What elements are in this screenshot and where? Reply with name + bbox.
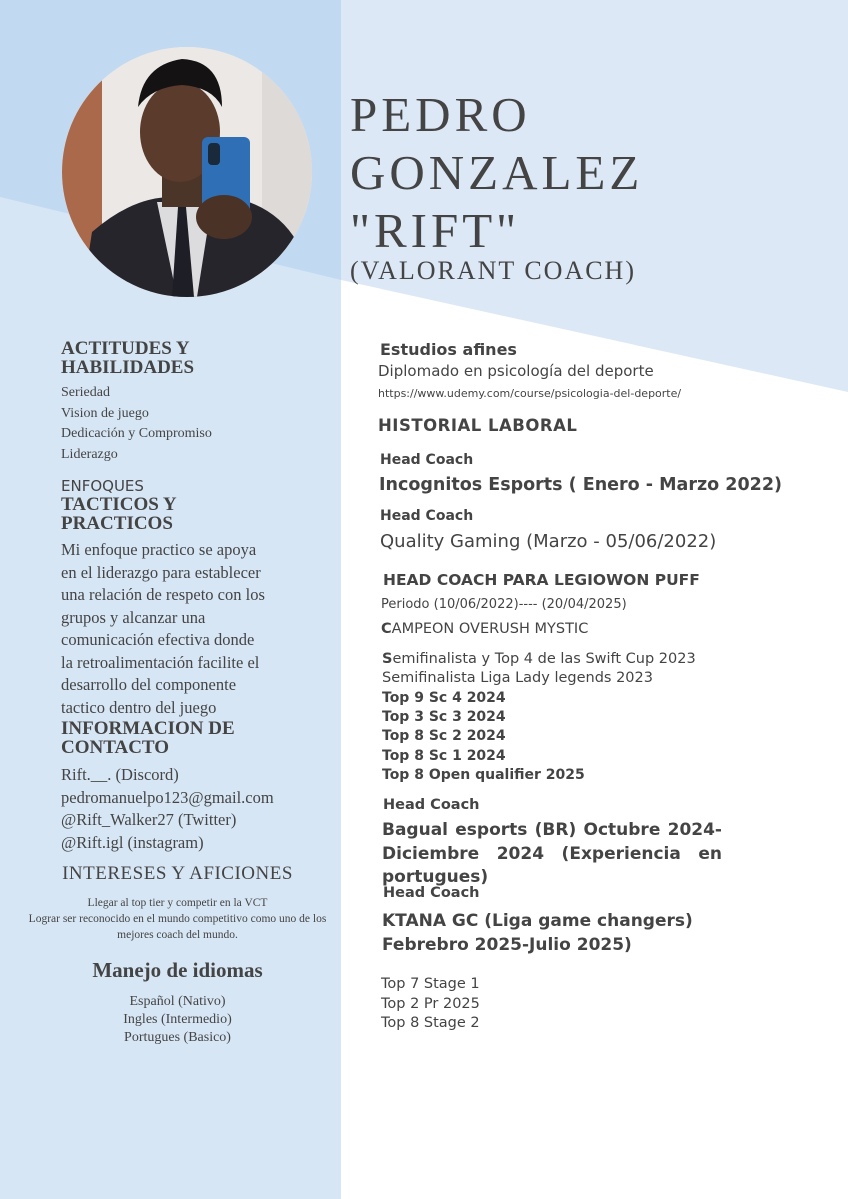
job-role: Head Coach xyxy=(383,885,480,901)
contact-twitter: @Rift_Walker27 (Twitter) xyxy=(61,810,237,829)
job-title: (VALORANT COACH) xyxy=(350,256,636,285)
profile-photo xyxy=(62,47,312,297)
estudios-title: Estudios afines xyxy=(380,340,517,359)
section-title: ACTITUDES Y xyxy=(61,338,190,359)
section-intereses xyxy=(0,863,355,943)
section-enfoques xyxy=(61,478,331,719)
list-item: Dedicación y Compromiso xyxy=(61,426,212,441)
job-team-line: Bagual esports (BR) Octubre 2024- xyxy=(382,820,722,840)
job-title: HEAD COACH PARA LEGIOWON PUFF xyxy=(383,571,700,589)
achievement-line xyxy=(381,621,588,637)
job-role: Head Coach xyxy=(383,797,480,813)
name-line-1: PEDRO xyxy=(350,87,531,142)
result-item: Top 2 Pr 2025 xyxy=(381,995,480,1012)
paragraph-line: grupos y alcanzar una xyxy=(61,607,206,627)
job-team-line: Febrebro 2025-Julio 2025) xyxy=(382,934,632,955)
paragraph-line: Llegar al top tier y competir en la VCT xyxy=(87,897,268,909)
results-list xyxy=(381,975,480,1034)
achievement-line: Semifinalista Liga Lady legends 2023 xyxy=(382,670,653,686)
name-header xyxy=(350,86,830,286)
job-period: Periodo (10/06/2022)---- (20/04/2025) xyxy=(381,597,627,612)
result-item: Top 8 Stage 2 xyxy=(381,1015,480,1031)
name-line-3: "RIFT" xyxy=(350,203,521,258)
section-title: TACTICOS Y xyxy=(61,494,177,515)
list-item: Seriedad xyxy=(61,385,110,400)
result-item: Top 8 Sc 1 2024 xyxy=(382,747,506,764)
job-team: Incognitos Esports ( Enero - Marzo 2022) xyxy=(379,475,783,495)
achievement-text: emifinalista y Top 4 de las Swift Cup 2023 xyxy=(392,651,696,667)
contact-email: pedromanuelpo123@gmail.com xyxy=(61,787,274,807)
list-item: Vision de juego xyxy=(61,405,149,421)
section-title: PRACTICOS xyxy=(61,513,173,534)
paragraph-line: tactico dentro del juego xyxy=(61,697,217,717)
result-item: Top 7 Stage 1 xyxy=(381,976,480,992)
job-team-line: KTANA GC (Liga game changers) xyxy=(382,911,693,931)
section-idiomas xyxy=(0,958,355,1047)
language-item: Ingles (Intermedio) xyxy=(123,1012,232,1027)
section-actitudes xyxy=(61,339,331,465)
paragraph-line: Mi enfoque practico se apoya xyxy=(61,540,257,559)
historial-title: HISTORIAL LABORAL xyxy=(378,416,578,435)
results-list xyxy=(382,689,585,785)
job-role: Head Coach xyxy=(380,508,474,524)
section-contacto xyxy=(61,719,331,854)
section-title: INTERESES Y AFICIONES xyxy=(62,863,293,884)
paragraph-line: la retroalimentación facilite el xyxy=(61,652,260,672)
section-title: CONTACTO xyxy=(61,737,170,758)
achievement-line xyxy=(382,651,696,667)
list-item: Liderazgo xyxy=(61,446,118,462)
paragraph-line: en el liderazgo para establecer xyxy=(61,562,261,582)
paragraph-line: mejores coach del mundo. xyxy=(117,929,238,941)
job-team-line: portugues) xyxy=(382,867,489,887)
paragraph-line: Lograr ser reconocido en el mundo competitivo como uno de los xyxy=(28,913,327,925)
section-title: Manejo de idiomas xyxy=(92,958,263,982)
name-line-2: GONZALEZ xyxy=(350,145,644,200)
achievement-text: AMPEON OVERUSH MYSTIC xyxy=(391,621,589,637)
language-item: Español (Nativo) xyxy=(129,994,226,1009)
job-team-line: Diciembre 2024 (Experiencia en xyxy=(382,843,722,864)
language-item: Portugues (Basico) xyxy=(124,1030,231,1045)
section-title: INFORMACION DE xyxy=(61,718,235,739)
estudios-text: Diplomado en psicología del deporte xyxy=(378,362,654,380)
estudios-url: https://www.udemy.com/course/psicologia-del-deporte/ xyxy=(378,387,682,400)
section-title: HABILIDADES xyxy=(61,357,195,378)
job-role: Head Coach xyxy=(380,452,474,468)
job-team: Quality Gaming (Marzo - 05/06/2022) xyxy=(380,531,717,552)
job-team xyxy=(382,910,693,957)
result-item: Top 9 Sc 4 2024 xyxy=(382,690,506,706)
result-item: Top 8 Open qualifier 2025 xyxy=(382,766,585,783)
section-pretitle: ENFOQUES xyxy=(61,477,144,495)
result-item: Top 8 Sc 2 2024 xyxy=(382,728,506,745)
paragraph-line: desarrollo del componente xyxy=(61,675,237,694)
paragraph-line: comunicación efectiva donde xyxy=(61,630,255,649)
contact-instagram: @Rift.igl (instagram) xyxy=(61,832,204,852)
contact-discord: Rift.__. (Discord) xyxy=(61,765,179,784)
achievement-initial: S xyxy=(382,651,393,667)
job-team xyxy=(382,819,722,890)
achievement-initial: C xyxy=(381,621,392,637)
result-item: Top 3 Sc 3 2024 xyxy=(382,709,506,726)
paragraph-line: una relación de respeto con los xyxy=(61,585,265,604)
